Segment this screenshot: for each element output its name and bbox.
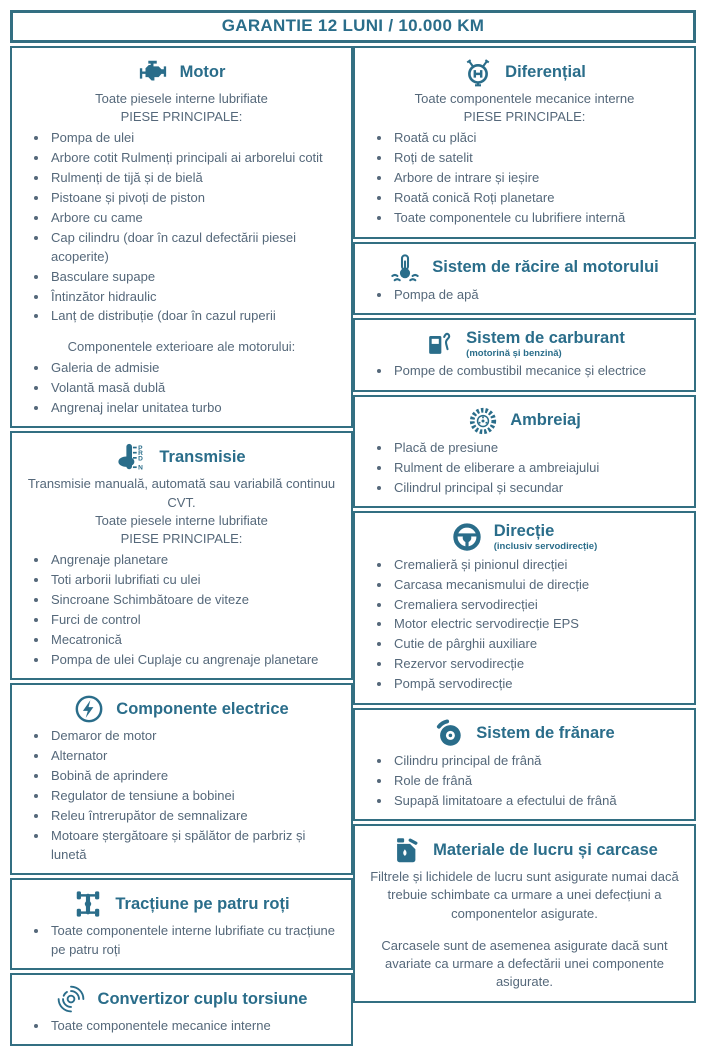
fuel-pump-icon [424, 329, 454, 359]
bullet-item: • Arbore de intrare și ieșire [392, 169, 684, 187]
bullet-item: • Roată cu plăci [392, 129, 684, 147]
section-tractiune-patru-roti [10, 878, 353, 970]
section-title: Tracțiune pe patru roți [115, 894, 290, 913]
bullet-item: • Bobină de aprindere [49, 767, 341, 785]
bullet-item: • Supapă limitatoare a efectului de frână [392, 792, 684, 810]
bullet-item: • Mecatronică [49, 631, 341, 649]
section-subtitle: (motorină și benzină) [466, 348, 562, 360]
svg-text:N: N [138, 465, 144, 473]
brake-disc-icon [434, 719, 464, 749]
section-title: Motor [179, 62, 226, 81]
section-title: Transmisie [159, 447, 246, 466]
bullet-item: • Arbore cu came [49, 209, 341, 227]
section-titlebox [433, 841, 658, 860]
text-line: Carcasele sunt de asemenea asigurate dacă sunt avariate ca urmare a defectării unei componente asigurate. [381, 937, 668, 990]
text-line: PIESE PRINCIPALE: [120, 531, 243, 547]
section-titlebox [98, 990, 308, 1009]
torque-converter-icon [56, 984, 86, 1014]
section-ambreiaj [353, 395, 696, 508]
bullet-item: • Toti arborii lubrifiati cu ulei [49, 571, 341, 589]
bullet-item: • Pistoane și pivoți de piston [49, 189, 341, 207]
bullet-item: • Motor electric servodirecție EPS [392, 615, 684, 633]
section-titlebox [115, 895, 289, 914]
section-header [365, 253, 684, 283]
section-header [22, 57, 341, 87]
section-title: Convertizor cuplu torsiune [97, 989, 308, 1008]
bullet-item: • Cilindru principal de frână [392, 752, 684, 770]
bullet-item: • Toate componentele interne lubrifiate cu tracțiune pe patru roți [49, 922, 341, 959]
oil-can-icon [391, 835, 421, 865]
section-header [365, 522, 684, 552]
section-titlebox [466, 329, 625, 359]
section-header [22, 442, 341, 472]
section-sistem-franare [353, 708, 696, 821]
bullet-item: • Pompă servodirecție [392, 675, 684, 693]
section-title: Componente electrice [116, 699, 289, 718]
bullet-list [365, 286, 684, 304]
bullet-item: • Pompa de ulei [49, 129, 341, 147]
text-line: PIESE PRINCIPALE: [120, 109, 243, 125]
bullet-item: • Furci de control [49, 611, 341, 629]
bullet-item: • Cutie de pârghii auxiliare [392, 635, 684, 653]
bullet-item: • Cremalieră și pinionul direcției [392, 556, 684, 574]
bullet-item: • Placă de presiune [392, 439, 684, 457]
left-column [10, 46, 353, 1033]
section-header [365, 406, 684, 436]
section-title: Materiale de lucru și carcase [433, 840, 658, 859]
section-header [22, 984, 341, 1014]
section-sistem-racire [353, 242, 696, 315]
section-titlebox [159, 448, 245, 467]
section-titlebox [432, 258, 659, 277]
section-convertizor-cuplu [10, 973, 353, 1046]
bullet-item: • Pompa de apă [392, 286, 684, 304]
section-title: Direcție [493, 522, 555, 541]
section-titlebox [510, 411, 581, 430]
bullet-list [365, 362, 684, 380]
right-column [353, 46, 696, 990]
section-componente-electrice [10, 683, 353, 875]
bullet-item: • Rulment de eliberare a ambreiajului [392, 459, 684, 477]
section-materiale-carcase [353, 824, 696, 1003]
section-subtitle: (inclusiv servodirecție) [493, 541, 598, 553]
bullet-item: • Rulmenți de tijă și de bielă [49, 169, 341, 187]
svg-text:P: P [138, 445, 143, 453]
text-line: Toate piesele interne lubrifiate [95, 91, 268, 106]
bullet-list [365, 439, 684, 497]
bullet-item: • Cap cilindru (doar în cazul defectării piesei acoperite) [49, 229, 341, 266]
bullet-list [365, 129, 684, 227]
bullet-item: • Motoare ștergătoare și spălător de parbriz și lunetă [49, 827, 341, 864]
bullet-item: • Arbore cotit Rulmenți principali ai arborelui cotit [49, 149, 341, 167]
section-sistem-carburant [353, 318, 696, 392]
section-transmisie [10, 431, 353, 680]
text-block [369, 90, 680, 126]
section-directie [353, 511, 696, 705]
bullet-list [365, 752, 684, 810]
bullet-list [22, 129, 341, 326]
bullet-list [22, 727, 341, 864]
bullet-item: • Regulator de tensiune a bobinei [49, 787, 341, 805]
lightning-icon [74, 694, 104, 724]
differential-icon [463, 57, 493, 87]
clutch-disc-icon [468, 406, 498, 436]
section-title: Sistem de răcire al motorului [432, 258, 659, 277]
thermometer-icon [390, 253, 420, 283]
bullet-item: • Releu întrerupător de semnalizare [49, 807, 341, 825]
text-line: Componentele exterioare ale motorului: [67, 338, 296, 354]
section-titlebox [494, 522, 597, 552]
section-diferential [353, 46, 696, 239]
bullet-item: • Galeria de admisie [49, 359, 341, 377]
bullet-item: • Cilindrul principal și secundar [392, 479, 684, 497]
bullet-item: • Angrenaj inelar unitatea turbo [49, 399, 341, 417]
section-titlebox [180, 63, 226, 82]
text-line: Toate piesele interne lubrifiate [95, 512, 268, 528]
text-line: PIESE PRINCIPALE: [463, 109, 586, 125]
bullet-item: • Toate componentele cu lubrifiere internă [392, 209, 684, 227]
text-block [369, 937, 680, 992]
bullet-list [22, 1017, 341, 1035]
bullet-item: • Role de frână [392, 772, 684, 790]
bullet-item: • Basculare supape [49, 268, 341, 286]
text-block [26, 475, 337, 548]
section-header [22, 694, 341, 724]
bullet-item: • Demaror de motor [49, 727, 341, 745]
bullet-item: • Roată conică Roți planetare [392, 189, 684, 207]
section-motor [10, 46, 353, 428]
bullet-item: • Întinzător hidraulic [49, 288, 341, 306]
text-block [369, 868, 680, 923]
bullet-item: • Pompe de combustibil mecanice și electrice [392, 362, 684, 380]
section-header [365, 719, 684, 749]
section-titlebox [476, 724, 614, 743]
text-line: Toate componentele mecanice interne [414, 91, 635, 106]
bullet-item: • Sincroane Schimbătoare de viteze [49, 591, 341, 609]
bullet-item: • Lanț de distribuție (doar în cazul ruperii [49, 307, 341, 325]
svg-text:D: D [138, 455, 144, 463]
section-header [365, 57, 684, 87]
text-line: Transmisie manuală, automată sau variabilă continuu CVT. [27, 476, 336, 510]
page-header [10, 10, 696, 43]
section-titlebox [505, 63, 586, 82]
bullet-list [22, 359, 341, 417]
text-block [26, 338, 337, 356]
bullet-item: • Toate componentele mecanice interne [49, 1017, 341, 1035]
section-titlebox [116, 700, 288, 719]
page-title: GARANTIE 12 LUNI / 10.000 KM [221, 16, 485, 35]
columns [10, 46, 696, 1033]
bullet-item: • Cremaliera servodirecției [392, 596, 684, 614]
bullet-list [22, 922, 341, 959]
bullet-item: • Alternator [49, 747, 341, 765]
section-header [365, 835, 684, 865]
four-wheel-drive-icon [73, 889, 103, 919]
section-title: Sistem de frănare [476, 724, 615, 743]
text-line: Filtrele și lichidele de lucru sunt asigurate numai dacă trebuie schimbate ca urmare a unei defecțiuni a componentelor asigurate. [370, 869, 679, 921]
bullet-list [22, 551, 341, 669]
bullet-item: • Carcasa mecanismului de direcție [392, 576, 684, 594]
section-title: Diferențial [505, 62, 586, 81]
section-title: Sistem de carburant [466, 329, 625, 348]
section-header [22, 889, 341, 919]
bullet-item: • Angrenaje planetare [49, 551, 341, 569]
bullet-list [365, 556, 684, 694]
steering-wheel-icon [452, 522, 482, 552]
svg-text:R: R [138, 450, 144, 458]
bullet-item: • Roți de satelit [392, 149, 684, 167]
bullet-item: • Pompa de ulei Cuplaje cu angrenaje planetare [49, 651, 341, 669]
bullet-item: • Rezervor servodirecție [392, 655, 684, 673]
engine-icon [138, 57, 168, 87]
section-title: Ambreiaj [510, 411, 581, 430]
bullet-item: • Volantă masă dublă [49, 379, 341, 397]
section-header [365, 329, 684, 359]
gear-shifter-icon [117, 442, 147, 472]
text-block [26, 90, 337, 126]
